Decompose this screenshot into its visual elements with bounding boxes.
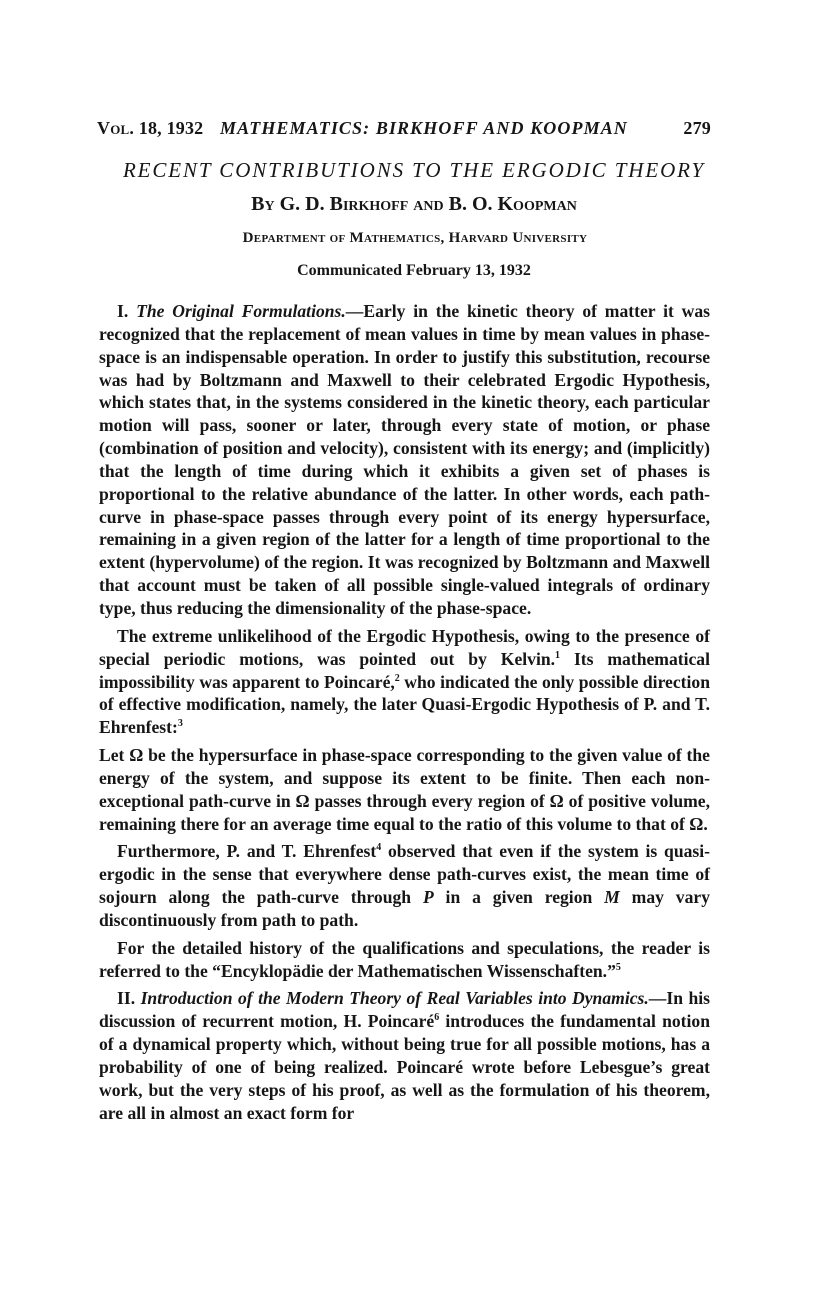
paragraph-text: The extreme unlikelihood of the Ergodic Hypothesis, owing to the presence of special periodic motions, was pointed out by Kelvin. [99, 625, 710, 669]
quoted-hypothesis [99, 744, 710, 835]
paragraph-1 [99, 300, 710, 620]
paragraph-5 [99, 937, 710, 983]
em-dash: — [648, 988, 667, 1009]
section-number: I. [117, 301, 129, 321]
footnote-ref-5: 5 [615, 961, 621, 973]
paragraph-text: Let Ω be the hypersurface in phase-space corresponding to the given value of the energy of the system, and suppose its extent to be finite. Then each non-exceptional path-curve in Ω passes through every region of Ω of positive volume, remaining there for an average time equal to the ratio of this volume to that of Ω. [99, 745, 710, 834]
footnote-ref-6: 6 [434, 1012, 440, 1024]
section-heading: Introduction of the Modern Theory of Real Variables into Dynamics. [140, 988, 649, 1009]
paragraph-text: who indicated the only possible direction of effective modification, namely, the later Quasi-Ergodic Hypothesis of P. and T. Ehrenfest: [99, 671, 711, 738]
article-body [99, 300, 710, 1130]
symbol-p: P [422, 887, 434, 908]
volume-label: Vol. 18, 1932 [97, 118, 204, 138]
section-heading: The Original Formulations. [136, 301, 346, 321]
communicated-date: Communicated February 13, 1932 [297, 262, 531, 279]
footnote-ref-4: 4 [376, 842, 382, 854]
paragraph-6 [99, 987, 710, 1124]
running-title: MATHEMATICS: BIRKHOFF AND KOOPMAN [220, 118, 628, 138]
paragraph-text: introduces the fundamental notion of a dynamical property which, without being true for all possible motions, has a probability of one of being realized. Poincaré wrote before Lebesgue’s great work, but the very steps of his proof, as well as the formulation of his theorem, are all in almost an exact form for [99, 1011, 710, 1123]
paragraph-text: in a given region [433, 887, 605, 908]
paragraph-text: Furthermore, P. and T. Ehrenfest [117, 841, 377, 862]
footnote-ref-1: 1 [555, 649, 561, 661]
paragraph-4 [99, 840, 710, 931]
paragraph-2 [99, 625, 710, 739]
footnote-ref-3: 3 [177, 718, 183, 730]
paragraph-text: Its mathematical impossibility was apparent to Poincaré, [99, 648, 710, 692]
author-line: By G. D. Birkhoff and B. O. Koopman [251, 193, 577, 215]
affiliation: Department of Mathematics, Harvard University [242, 230, 588, 246]
em-dash: — [345, 301, 364, 321]
paragraph-text: In his discussion of recurrent motion, H. Poincaré [99, 988, 710, 1032]
symbol-m: M [604, 887, 620, 908]
article-title: RECENT CONTRIBUTIONS TO THE ERGODIC THEORY [122, 158, 706, 182]
section-number: II. [117, 988, 136, 1009]
footnote-ref-2: 2 [394, 672, 400, 684]
paragraph-text: observed that even if the system is quasi-ergodic in the sense that everywhere dense path-curves exist, the mean time of sojourn along the path-curve through [99, 841, 710, 908]
paragraph-text: may vary discontinuously from path to path. [99, 887, 711, 930]
paragraph-text: Early in the kinetic theory of matter it was recognized that the replacement of mean values in time by mean values in phase-space is an indispensable operation. In order to justify this substitution, recourse was had by Boltzmann and Maxwell to their celebrated Ergodic Hypothesis, which states that, in the systems considered in the kinetic theory, each particular motion will pass, sooner or later, through every state of motion, or phase (combination of position and velocity), consistent with its energy; and (implicitly) that the length of time during which it exhibits a given set of phases is proportional to the relative abundance of the latter. In other words, each path-curve in phase-space passes through every point of its energy hypersurface, remaining in a given region of the latter for a length of time proportional to the extent (hypervolume) of the region. It was recognized by Boltzmann and Maxwell that account must be taken of all possible single-valued integrals of ordinary type, thus reducing the dimensionality of the phase-space. [99, 301, 710, 618]
page-number: 279 [683, 118, 711, 138]
paragraph-text: For the detailed history of the qualifications and speculations, the reader is referred to the “Encyklopädie der Mathematischen Wissenschaften.” [99, 937, 710, 981]
